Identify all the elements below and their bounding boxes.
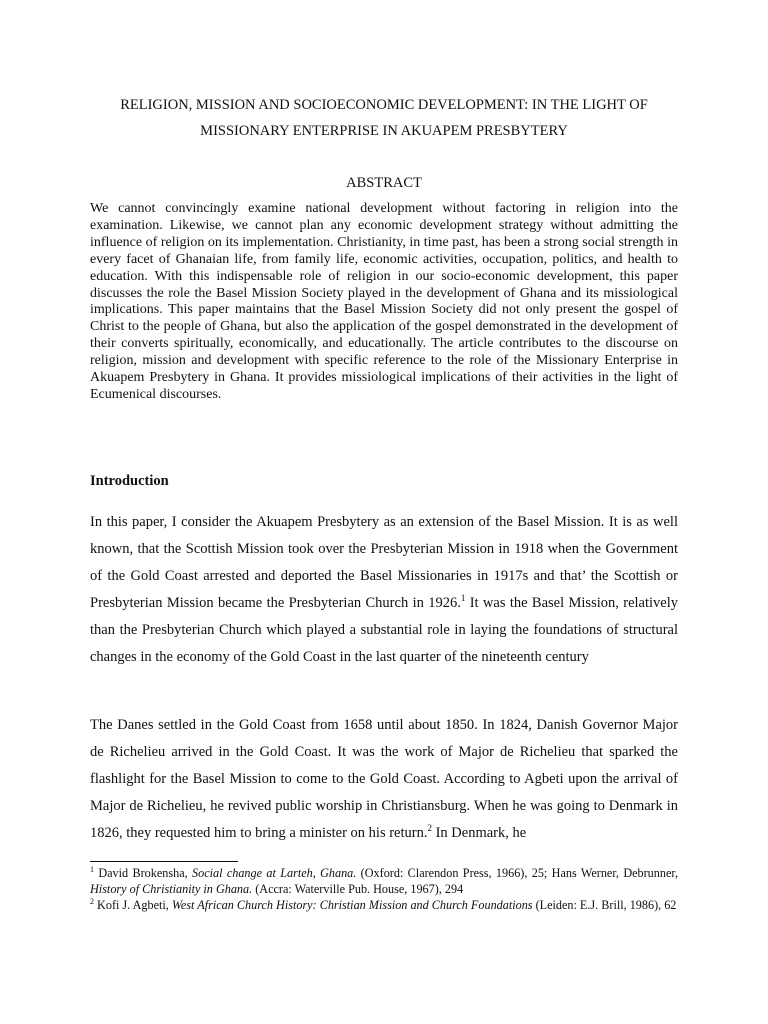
footnote-1 [90, 866, 678, 897]
footnote-2-post: (Leiden: E.J. Brill, 1986), 62 [532, 898, 677, 912]
footnote-1-mid: (Oxford: Clarendon Press, 1966), 25; Hans Werner, Debrunner, [356, 866, 678, 880]
title-line-1: RELIGION, MISSION AND SOCIOECONOMIC DEVELOPMENT: IN THE LIGHT OF [120, 97, 648, 113]
footnote-1-number: 1 [90, 864, 94, 874]
footnote-2-italic-1: West African Church History: Christian Mission and Church Foundations [171, 898, 533, 912]
footnote-1-pre: David Brokensha, [94, 866, 193, 880]
footnote-2 [90, 898, 678, 914]
footnote-1-post: (Accra: Waterville Pub. House, 1967), 294 [252, 881, 464, 896]
body-paragraph-1 [90, 509, 678, 671]
abstract-text: We cannot convincingly examine national development without factoring in religion into the examination. Likewise, we cannot plan any economic development strategy without admitting the influence of religion on its implementation. Christianity, in time past, has been a strong social strength in every facet of Ghanaian life, from family life, economic activities, occupation, politics, and health to education. With this indispensable role of religion in our socio-economic development, this paper discusses the role the Basel Mission Society played in the development of Ghana and its missiological implications. This paper maintains that the Basel Mission Society did not only present the gospel of Christ to the people of Ghana, but also the application of the gospel demonstrated in the development of their converts spiritually, economically, and educationally. The article contributes to the discourse on religion, mission and development with specific reference to the role of the Missionary Enterprise in Akuapem Presbytery in Ghana. It provides missiological implications of their activities in the light of Ecumenical discourses. [90, 201, 678, 402]
paragraph-1-text-b: It was the Basel Mission, relatively than the Presbyterian Church which played a substantial role in laying the foundations of structural changes in the economy of the Gold Coast in the last quarter of the nineteenth century [90, 595, 678, 665]
footnote-1-italic-2: History of Christianity in Ghana. [90, 881, 253, 896]
paragraph-1-text-a: In this paper, I consider the Akuapem Presbytery as an extension of the Basel Mission. It is as well known, that the Scottish Mission took over the Presbyterian Mission in 1918 when the Government of the Gold Coast arrested and deported the Basel Missionaries in 1917s and that’ the Scottish or Presbyterian Mission became the Presbyterian Church in 1926. [90, 514, 678, 611]
footnote-separator [90, 861, 238, 862]
footnote-1-italic-1: Social change at Larteh, Ghana. [192, 866, 357, 880]
abstract-heading: ABSTRACT [346, 175, 422, 191]
body-paragraph-2 [90, 712, 678, 847]
footnote-2-number: 2 [90, 896, 94, 906]
paper-title [90, 92, 678, 144]
paragraph-2-text-a: The Danes settled in the Gold Coast from 1658 until about 1850. In 1824, Danish Governor Major de Richelieu arrived in the Gold Coast. It was the work of Major de Richelieu that sparked the flashlight for the Basel Mission to come to the Gold Coast. According to Agbeti upon the arrival of Major de Richelieu, he revived public worship in Christiansburg. When he was going to Denmark in 1826, they requested him to bring a minister on his return. [90, 717, 678, 841]
footnote-2-pre: Kofi J. Agbeti, [94, 898, 172, 912]
paragraph-2-text-b: In Denmark, he [431, 825, 527, 841]
title-line-2: MISSIONARY ENTERPRISE IN AKUAPEM PRESBYTERY [200, 123, 568, 139]
footnote-ref-2: 2 [427, 823, 432, 834]
footnote-ref-1: 1 [460, 593, 466, 604]
introduction-heading: Introduction [90, 473, 169, 489]
